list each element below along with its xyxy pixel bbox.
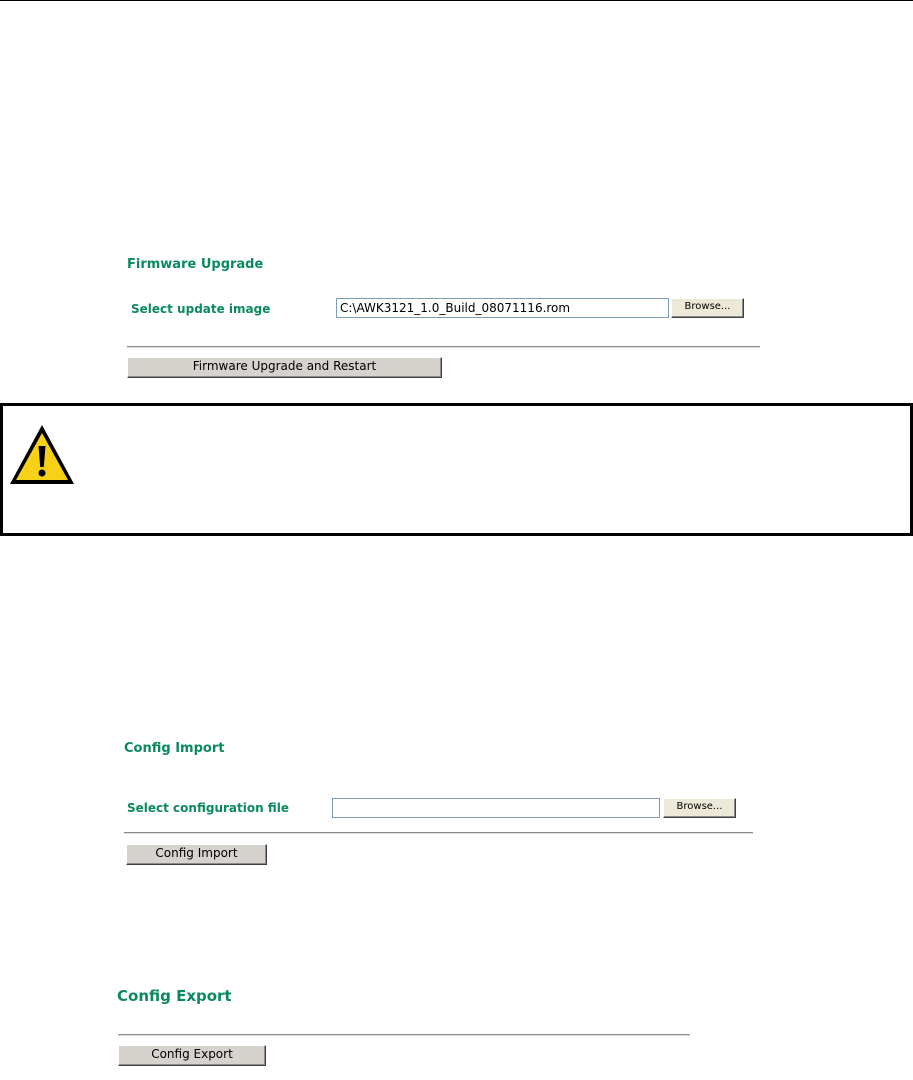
config-import-title: Config Import xyxy=(124,741,225,756)
warning-triangle-icon xyxy=(7,422,77,488)
config-import-divider xyxy=(124,832,753,834)
config-import-browse-button[interactable]: Browse... xyxy=(663,798,736,818)
config-import-button[interactable]: Config Import xyxy=(126,844,267,865)
config-export-title: Config Export xyxy=(117,987,232,1005)
config-export-button[interactable]: Config Export xyxy=(118,1045,266,1066)
config-export-divider xyxy=(118,1034,690,1036)
firmware-divider xyxy=(127,346,760,348)
firmware-upgrade-title: Firmware Upgrade xyxy=(127,257,264,272)
firmware-browse-button[interactable]: Browse... xyxy=(671,298,744,318)
configuration-file-input[interactable] xyxy=(332,798,660,818)
select-update-image-label: Select update image xyxy=(131,302,271,316)
page-header-rule xyxy=(0,0,913,1)
update-image-input[interactable]: C:\AWK3121_1.0_Build_08071116.rom xyxy=(336,298,669,318)
select-configuration-file-label: Select configuration file xyxy=(127,801,289,815)
attention-box xyxy=(0,403,913,536)
firmware-upgrade-restart-button[interactable]: Firmware Upgrade and Restart xyxy=(127,357,442,378)
